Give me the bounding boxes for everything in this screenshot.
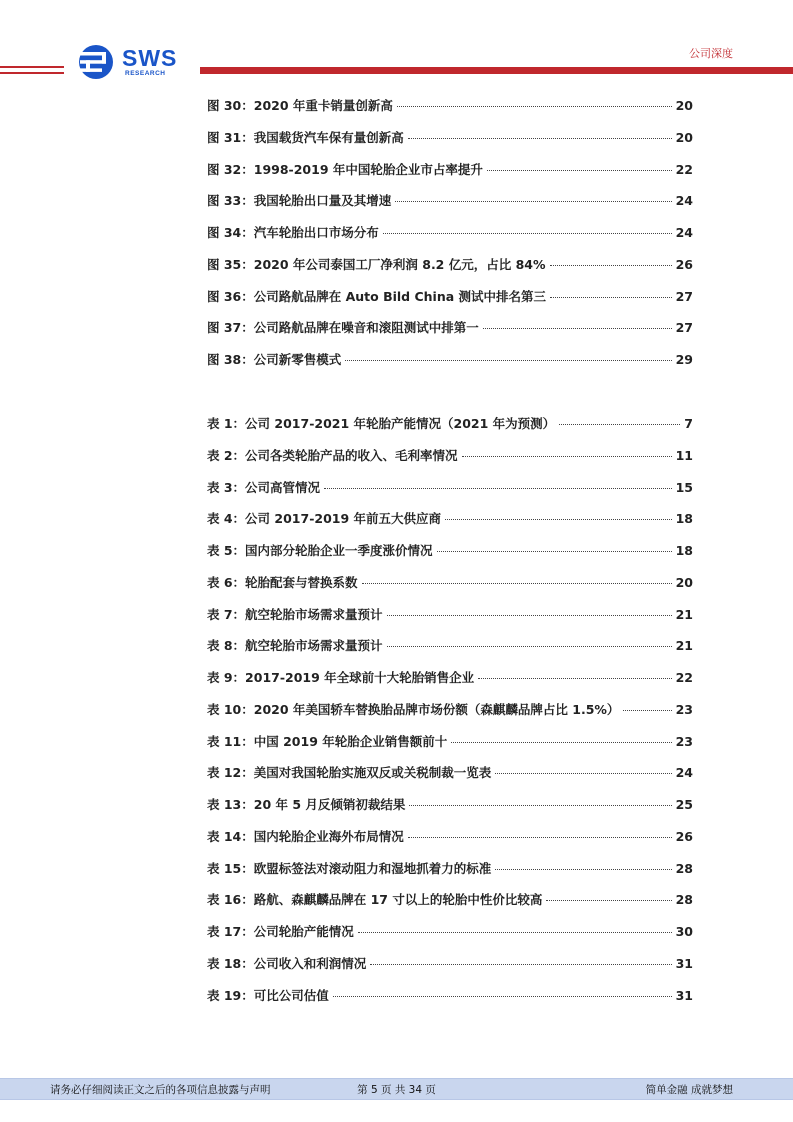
toc-entry[interactable] xyxy=(207,732,693,764)
toc-page-number: 24 xyxy=(675,765,693,781)
toc-label: 表 18：公司收入和利润情况 xyxy=(207,955,367,971)
toc-page-number: 18 xyxy=(675,511,693,527)
toc-label: 图 37：公司路航品牌在噪音和滚阻测试中排第一 xyxy=(207,320,479,336)
toc-leader xyxy=(387,646,672,647)
toc-page-number: 27 xyxy=(675,320,693,336)
toc-entry[interactable] xyxy=(207,763,693,795)
footer-disclaimer: 请务必仔细阅读正文之后的各项信息披露与声明 xyxy=(50,1084,271,1096)
toc-entry[interactable] xyxy=(207,922,693,954)
header-rule xyxy=(200,67,793,74)
toc-entry[interactable] xyxy=(207,605,693,637)
toc-label: 表 17：公司轮胎产能情况 xyxy=(207,924,354,939)
toc-entry[interactable] xyxy=(207,986,693,1018)
toc-entry[interactable] xyxy=(207,827,693,859)
toc-page-number: 23 xyxy=(675,701,693,717)
figure-list xyxy=(207,96,693,382)
toc-entry[interactable] xyxy=(207,160,693,192)
toc-label: 图 33：我国轮胎出口量及其增速 xyxy=(207,193,392,209)
toc-leader xyxy=(546,900,671,901)
toc-page-number: 21 xyxy=(675,638,693,654)
toc-entry[interactable] xyxy=(207,890,693,922)
toc-page-number: 23 xyxy=(675,733,693,749)
toc-label: 表 6：轮胎配套与替换系数 xyxy=(207,574,358,590)
toc-entry[interactable] xyxy=(207,700,693,732)
toc-page-number: 11 xyxy=(675,447,693,463)
toc-leader xyxy=(408,837,672,838)
toc-page-number: 27 xyxy=(675,288,693,304)
page-footer xyxy=(0,1078,793,1100)
toc-page-number: 20 xyxy=(675,574,693,590)
toc-page-number: 28 xyxy=(675,860,693,876)
toc-label: 图 32：1998-2019 年中国轮胎企业市占率提升 xyxy=(207,161,483,177)
toc-entry[interactable] xyxy=(207,478,693,510)
toc-entry[interactable] xyxy=(207,96,693,128)
toc-leader xyxy=(550,297,672,298)
toc-label: 表 10：2020 年美国轿车替换胎品牌市场份额（森麒麟品牌占比 1.5%） xyxy=(207,701,620,717)
toc-label: 表 2：公司各类轮胎产品的收入、毛利率情况 xyxy=(207,447,458,463)
toc-label: 表 11：中国 2019 年轮胎企业销售额前十 xyxy=(207,733,448,749)
toc-page-number: 24 xyxy=(675,193,693,209)
toc-page-number: 25 xyxy=(675,797,693,812)
toc-page-number: 29 xyxy=(675,352,693,367)
toc-entry[interactable] xyxy=(207,509,693,541)
toc-label: 图 38：公司新零售模式 xyxy=(207,352,342,367)
toc-leader xyxy=(408,138,672,139)
toc-leader xyxy=(397,106,672,107)
toc-leader xyxy=(559,424,680,425)
toc-entry[interactable] xyxy=(207,414,693,446)
toc-page-number: 15 xyxy=(675,479,693,495)
sws-logo-icon xyxy=(78,44,118,80)
toc-leader xyxy=(383,233,672,234)
toc-entry[interactable] xyxy=(207,795,693,827)
toc-page-number: 22 xyxy=(675,670,693,685)
toc-page-number: 30 xyxy=(675,924,693,939)
toc-page-number: 7 xyxy=(684,416,693,431)
toc-entry[interactable] xyxy=(207,668,693,700)
toc-leader xyxy=(409,805,671,806)
toc-entry[interactable] xyxy=(207,223,693,255)
logo-subtitle: RESEARCH xyxy=(125,70,166,77)
toc-entry[interactable] xyxy=(207,573,693,605)
toc-page-number: 26 xyxy=(675,256,693,272)
footer-page-info: 第 5 页 共 34 页 xyxy=(357,1084,436,1096)
toc-label: 表 8：航空轮胎市场需求量预计 xyxy=(207,638,383,654)
toc-label: 表 13：20 年 5 月反倾销初裁结果 xyxy=(207,797,406,812)
toc-leader xyxy=(495,773,671,774)
toc-page-number: 18 xyxy=(675,543,693,558)
toc-label: 表 14：国内轮胎企业海外布局情况 xyxy=(207,828,404,844)
footer-slogan: 简单金融 成就梦想 xyxy=(645,1084,733,1096)
toc-leader xyxy=(445,519,672,520)
toc-label: 表 15：欧盟标签法对滚动阻力和湿地抓着力的标准 xyxy=(207,860,492,876)
toc-leader xyxy=(495,869,671,870)
toc-page-number: 28 xyxy=(675,892,693,908)
toc-entry[interactable] xyxy=(207,255,693,287)
toc-label: 表 9：2017-2019 年全球前十大轮胎销售企业 xyxy=(207,670,475,685)
toc-leader xyxy=(358,932,672,933)
sws-logo xyxy=(78,44,188,80)
toc-label: 图 30：2020 年重卡销量创新高 xyxy=(207,98,393,113)
toc-label: 表 19：可比公司估值 xyxy=(207,987,329,1003)
toc-leader xyxy=(345,360,671,361)
report-category: 公司深度 xyxy=(689,47,733,60)
toc-entry[interactable] xyxy=(207,446,693,478)
toc-label: 表 4：公司 2017-2019 年前五大供应商 xyxy=(207,511,442,527)
toc-page-number: 26 xyxy=(675,828,693,844)
toc-entry[interactable] xyxy=(207,859,693,891)
toc-leader xyxy=(395,201,671,202)
header-rule xyxy=(0,66,64,68)
toc-entry[interactable] xyxy=(207,318,693,350)
toc-leader xyxy=(324,488,672,489)
toc-page-number: 31 xyxy=(675,955,693,971)
logo-wordmark: SWS xyxy=(122,45,178,71)
toc-label: 图 31：我国载货汽车保有量创新高 xyxy=(207,129,404,145)
toc-page-number: 31 xyxy=(675,987,693,1003)
table-list xyxy=(207,414,693,1017)
toc-entry[interactable] xyxy=(207,287,693,319)
toc-label: 表 16：路航、森麒麟品牌在 17 寸以上的轮胎中性价比较高 xyxy=(207,892,543,908)
toc-leader xyxy=(550,265,672,266)
toc-page-number: 20 xyxy=(675,98,693,113)
toc-leader xyxy=(623,710,671,711)
toc-leader xyxy=(333,996,672,997)
toc-label: 表 12：美国对我国轮胎实施双反或关税制裁一览表 xyxy=(207,765,492,781)
toc-leader xyxy=(462,456,672,457)
toc-leader xyxy=(362,583,672,584)
toc-page-number: 20 xyxy=(675,129,693,145)
toc-label: 图 34：汽车轮胎出口市场分布 xyxy=(207,225,379,240)
toc-leader xyxy=(487,170,672,171)
toc-entry[interactable] xyxy=(207,954,693,986)
toc-leader xyxy=(478,678,671,679)
toc-page-number: 21 xyxy=(675,606,693,622)
header-rule xyxy=(0,72,64,74)
toc-entry[interactable] xyxy=(207,350,693,382)
toc-page-number: 24 xyxy=(675,225,693,240)
toc-leader xyxy=(437,551,672,552)
toc-page-number: 22 xyxy=(675,161,693,177)
toc-entry[interactable] xyxy=(207,191,693,223)
toc-leader xyxy=(451,742,671,743)
toc-label: 表 5：国内部分轮胎企业一季度涨价情况 xyxy=(207,543,433,558)
toc-entry[interactable] xyxy=(207,636,693,668)
toc-leader xyxy=(387,615,672,616)
toc-label: 图 35：2020 年公司泰国工厂净利润 8.2 亿元，占比 84% xyxy=(207,256,546,272)
toc-label: 图 36：公司路航品牌在 Auto Bild China 测试中排名第三 xyxy=(207,288,547,304)
toc-entry[interactable] xyxy=(207,541,693,573)
page-header xyxy=(0,0,793,90)
toc-label: 表 3：公司高管情况 xyxy=(207,479,321,495)
toc-entry[interactable] xyxy=(207,128,693,160)
toc-label: 表 1：公司 2017-2021 年轮胎产能情况（2021 年为预测） xyxy=(207,416,556,431)
toc-leader xyxy=(483,328,672,329)
toc-label: 表 7：航空轮胎市场需求量预计 xyxy=(207,606,383,622)
toc-leader xyxy=(370,964,671,965)
